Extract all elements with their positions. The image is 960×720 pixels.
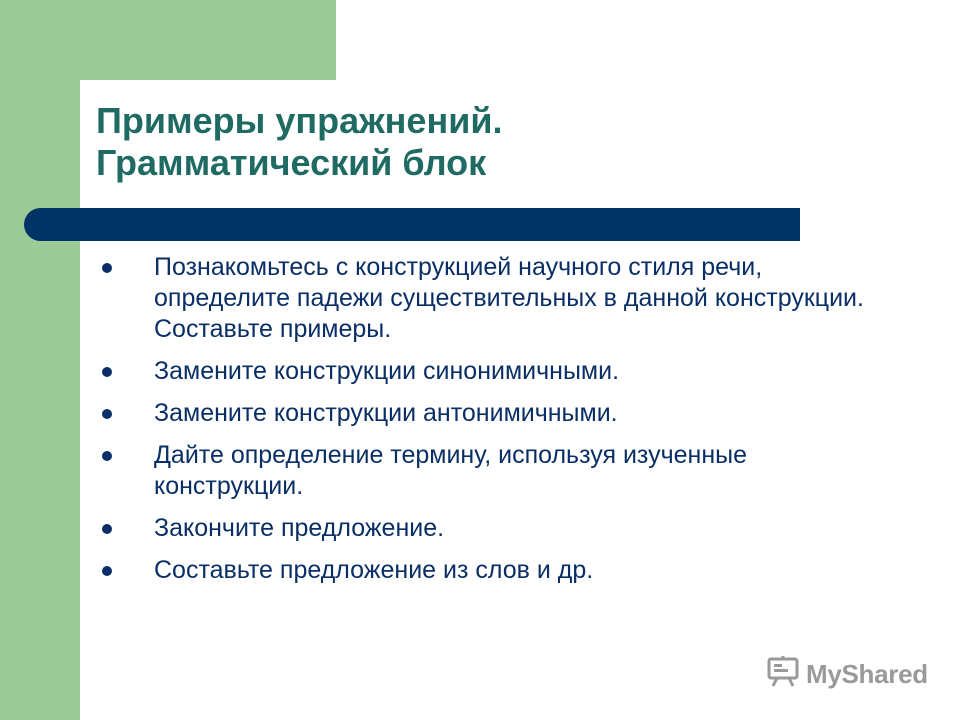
bullet-dot-icon	[102, 263, 112, 273]
myshared-logo[interactable]	[766, 656, 928, 692]
bullet-text: Закончите предложение.	[154, 514, 445, 542]
bullet-text: Познакомьтесь с конструкцией научного стиля речи, определите падежи существительных в данной конструкции. Составьте примеры.	[154, 253, 864, 343]
bullet-dot-icon	[102, 566, 112, 576]
bullet-text: Дайте определение термину, используя изученные конструкции.	[154, 441, 748, 500]
bullet-item	[100, 555, 870, 586]
bullet-item	[100, 356, 870, 387]
presentation-board-icon	[766, 655, 800, 694]
bullet-dot-icon	[102, 367, 112, 377]
bullet-item	[100, 398, 870, 429]
bullet-text: Замените конструкции синонимичными.	[154, 357, 620, 385]
bullet-item	[100, 252, 870, 345]
green-top-accent	[0, 0, 336, 80]
logo-text: MyShared	[806, 658, 928, 689]
bullet-dot-icon	[102, 524, 112, 534]
bullet-text: Замените конструкции антонимичными.	[154, 399, 618, 427]
title-divider-bar	[24, 208, 800, 241]
bullet-item	[100, 440, 870, 502]
bullet-item	[100, 513, 870, 544]
slide-title	[96, 100, 856, 184]
bullet-dot-icon	[102, 409, 112, 419]
bullet-dot-icon	[102, 451, 112, 461]
green-side-accent	[0, 0, 80, 720]
bullet-list	[100, 252, 870, 597]
title-line-1: Примеры упражнений.	[96, 100, 503, 141]
title-line-2: Грамматический блок	[96, 142, 487, 183]
bullet-text: Составьте предложение из слов и др.	[154, 556, 594, 584]
